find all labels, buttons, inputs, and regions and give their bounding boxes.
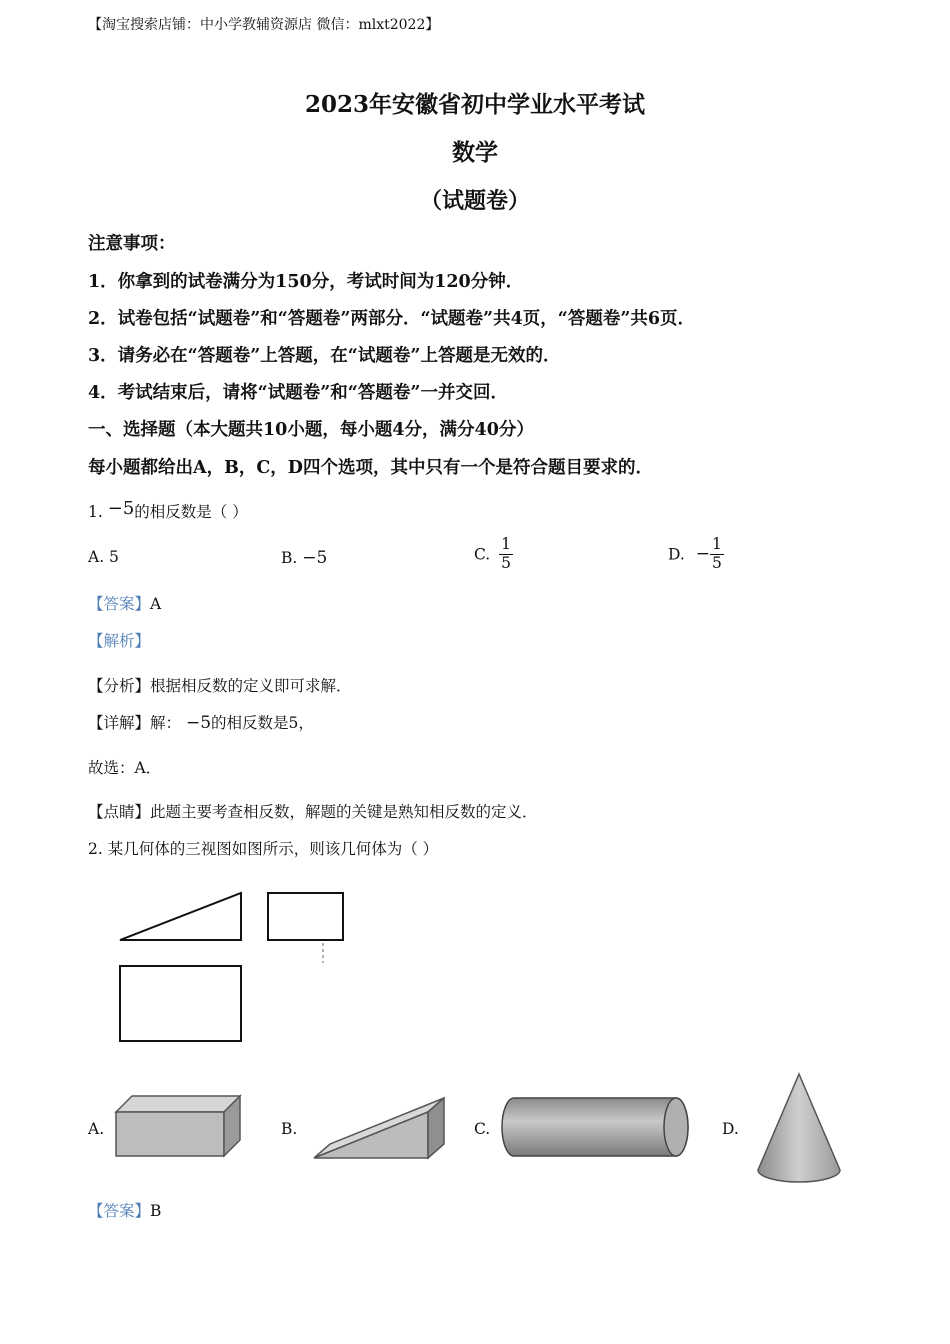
q1-option-d: D. − $\frac{1}{5}$: [668, 535, 722, 572]
section-title: 一、选择题（本大题共10小题，每小题4分，满分40分）: [88, 420, 534, 440]
notice-item-3: 3．请务必在“答题卷”上答题，在“试题卷”上答题是无效的．: [88, 346, 561, 366]
subject-title: 数学: [452, 139, 498, 166]
q2-answer: 【答案】B: [88, 1202, 162, 1220]
notice-item-2: 2．试卷包括“试题卷”和“答题卷”两部分．“试题卷”共4页，“答题卷”共6页．: [88, 309, 696, 329]
q1-stem-text: 的相反数是（ ）: [134, 503, 248, 521]
q1-choose: 故选：A．: [88, 759, 162, 777]
section-instruction: 每小题都给出A，B，C，D四个选项，其中只有一个是符合题目要求的．: [88, 458, 653, 478]
q1-answer: 【答案】A: [88, 595, 162, 613]
q1-fenxi: 【分析】根据相反数的定义即可求解．: [88, 677, 352, 695]
notice-heading: 注意事项：: [88, 234, 176, 254]
header-banner: 【淘宝搜索店铺：中小学教辅资源店 微信：mlxt2022】: [88, 17, 440, 33]
q2-option-a-label: A.: [88, 1120, 105, 1138]
q2-option-b-label: B.: [281, 1120, 298, 1138]
q2-option-d-label: D.: [722, 1120, 739, 1138]
q1-analysis-tag: 【解析】: [88, 632, 151, 650]
q1-option-a: A. 5: [88, 548, 119, 566]
q2-stem: 2. 某几何体的三视图如图所示，则该几何体为（ ）: [88, 840, 439, 858]
exam-title: 2023年安徽省初中学业水平考试: [304, 91, 645, 118]
q1-number: 1.: [88, 503, 103, 521]
cone-image: [752, 1070, 846, 1186]
q1-xiangjie: 【详解】解： −5的相反数是5，: [88, 713, 314, 733]
q1-option-c: C. $\frac{1}{5}$: [474, 535, 512, 572]
q1-option-b: B. −5: [281, 548, 328, 568]
q1-dianjing: 【点睛】此题主要考查相反数，解题的关键是熟知相反数的定义．: [88, 803, 538, 821]
paper-type: （试题卷）: [419, 188, 530, 214]
cuboid-image: [112, 1092, 244, 1160]
q1-stem-value: −5: [107, 498, 135, 519]
triangular-prism-image: [308, 1092, 450, 1164]
fraction: $\frac{1}{5}$: [712, 535, 722, 572]
front-view-triangle: [120, 893, 241, 940]
notice-item-1: 1．你拿到的试卷满分为150分，考试时间为120分钟．: [88, 272, 524, 292]
cylinder-image: [500, 1094, 692, 1160]
fraction: $\frac{1}{5}$: [501, 535, 512, 572]
side-view-rectangle: [268, 893, 343, 940]
q1-stem: [88, 500, 248, 522]
q2-option-c-label: C.: [474, 1120, 491, 1138]
three-view-figure: [110, 885, 360, 1055]
top-view-rectangle: [120, 966, 241, 1041]
notice-item-4: 4．考试结束后，请将“试题卷”和“答题卷”一并交回．: [88, 383, 508, 403]
